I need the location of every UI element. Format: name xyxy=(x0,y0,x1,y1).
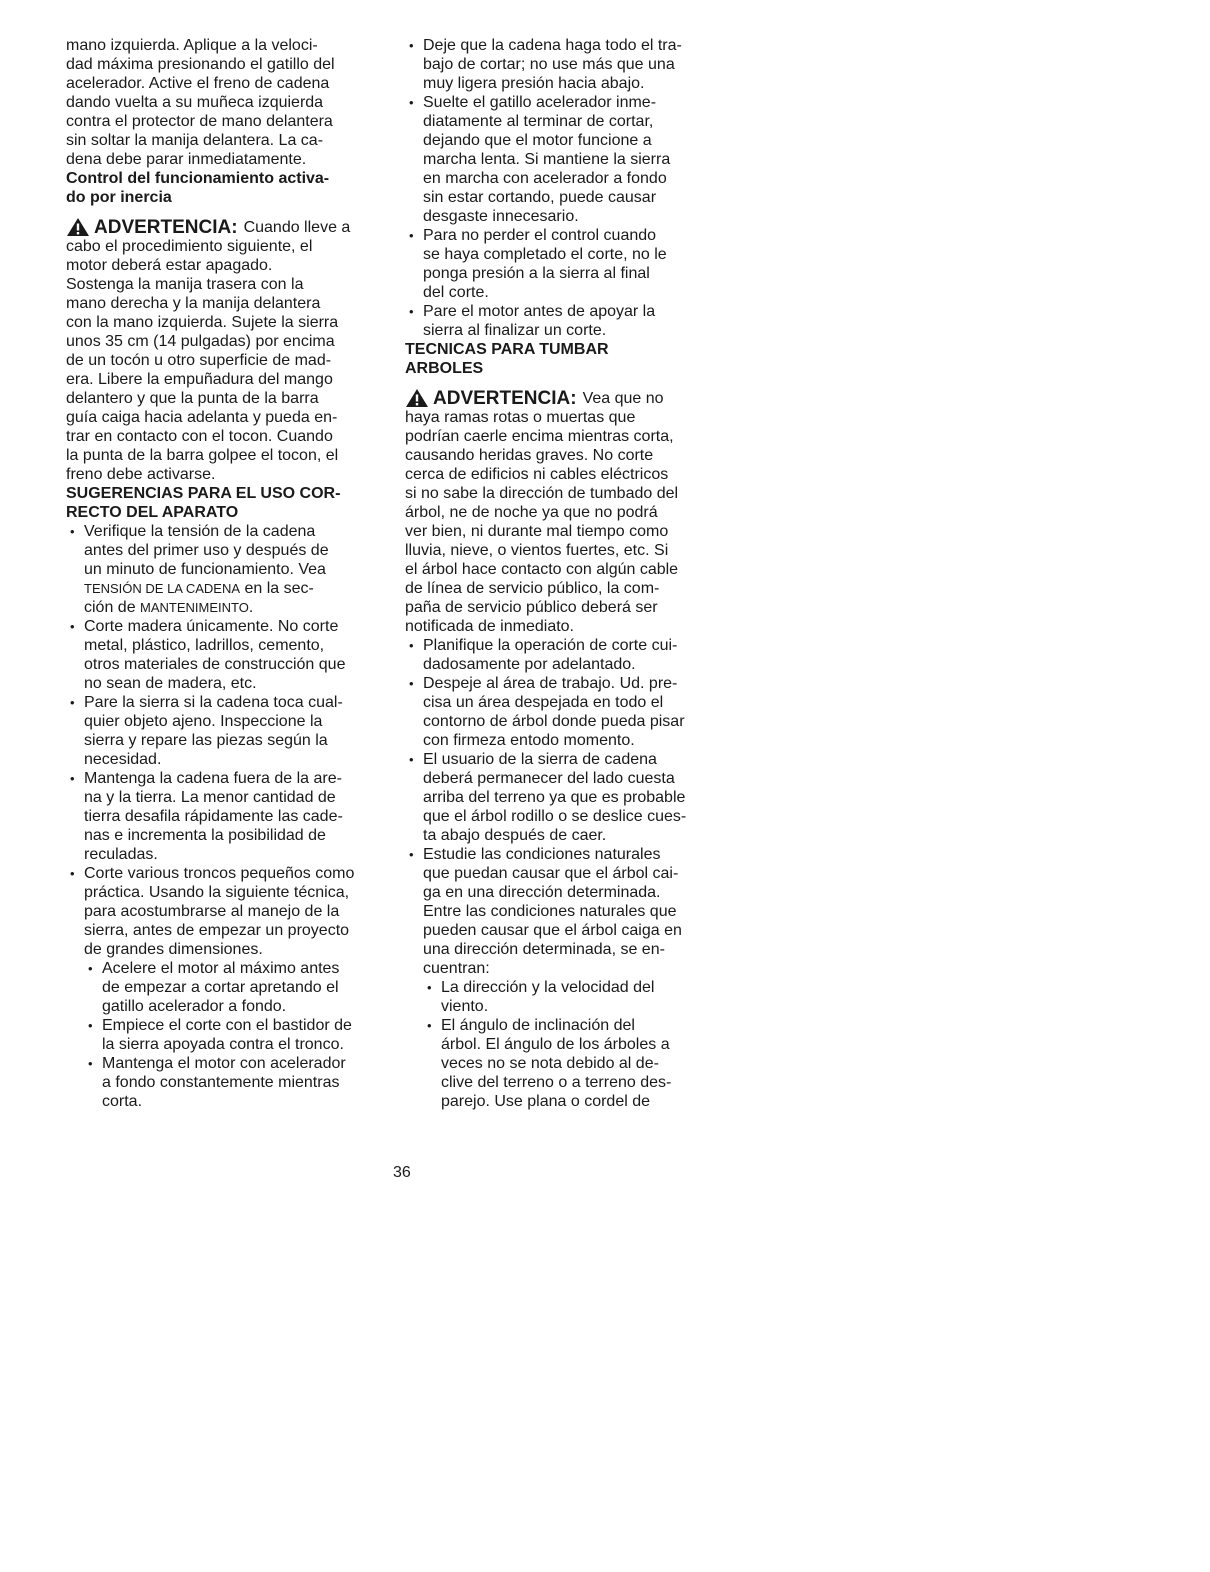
text-line: acelerador. Active el freno de cadena xyxy=(66,75,330,92)
text-line: ta abajo después de caer. xyxy=(423,827,607,844)
heading-line: SUGERENCIAS PARA EL USO COR- xyxy=(66,485,341,502)
text-line: sierra, antes de empezar un proyecto xyxy=(84,922,350,939)
text-line: de línea de servicio público, la com- xyxy=(405,580,660,597)
list-item xyxy=(405,978,725,1016)
text-line: sin soltar la manija delantera. La ca- xyxy=(66,132,324,149)
warning-icon xyxy=(66,217,90,237)
text-line xyxy=(66,598,386,617)
text-line: mano derecha y la manija delantera xyxy=(66,295,321,312)
heading-line: Control del funcionamiento activa- xyxy=(66,170,330,187)
text-line: clive del terreno o a terreno des- xyxy=(441,1074,672,1091)
list-item xyxy=(405,93,725,226)
text-line: na y la tierra. La menor cantidad de xyxy=(84,789,336,806)
list-item xyxy=(66,617,386,693)
list-item xyxy=(405,674,725,750)
text-fragment: ción de xyxy=(84,599,141,616)
text-line: del corte. xyxy=(423,284,489,301)
text-line: • Mantenga el motor con acelerador xyxy=(66,1054,386,1073)
text-line: haya ramas rotas o muertas que xyxy=(405,409,636,426)
text-line: no sean de madera, etc. xyxy=(84,675,257,692)
text-line: desgaste innecesario. xyxy=(423,208,579,225)
suggestions-list xyxy=(66,522,386,959)
text-line: sierra y repare las piezas según la xyxy=(84,732,328,749)
warning-title-row xyxy=(66,217,386,237)
text-line: contorno de árbol donde pueda pisar xyxy=(423,713,685,730)
text-line: diatamente al terminar de cortar, xyxy=(423,113,654,130)
list-item xyxy=(66,693,386,769)
list-item xyxy=(405,845,725,978)
list-item xyxy=(66,864,386,959)
warning-title: ADVERTENCIA: xyxy=(94,217,238,238)
text-line: que el árbol rodillo o se deslice cues- xyxy=(423,808,687,825)
list-item xyxy=(405,36,725,93)
text-line: arriba del terreno ya que es probable xyxy=(423,789,686,806)
text-line: de empezar a cortar apretando el xyxy=(102,979,339,996)
text-line: metal, plástico, ladrillos, cemento, xyxy=(84,637,325,654)
text-line: una dirección determinada, se en- xyxy=(423,941,665,958)
text-line: con firmeza entodo momento. xyxy=(423,732,635,749)
text-line: que puedan causar que el árbol cai- xyxy=(423,865,679,882)
text-line: freno debe activarse. xyxy=(66,466,216,483)
text-line: para acostumbrarse al manejo de la xyxy=(84,903,340,920)
text-line: cerca de edificios ni cables eléctricos xyxy=(405,466,669,483)
text-line: • Deje que la cadena haga todo el tra- xyxy=(405,36,725,55)
text-line: deberá permanecer del lado cuesta xyxy=(423,770,675,787)
heading-line: do por inercia xyxy=(66,189,172,206)
text-line: motor deberá estar apagado. xyxy=(66,257,273,274)
left-column xyxy=(66,36,386,1111)
text-line: bajo de cortar; no use más que una xyxy=(423,56,675,73)
text-line: dejando que el motor funcione a xyxy=(423,132,652,149)
text-line: en marcha con acelerador a fondo xyxy=(423,170,667,187)
technique-sub-list-continued xyxy=(405,36,725,340)
text-line: • Despeje al área de trabajo. Ud. pre- xyxy=(405,674,725,693)
conditions-sub-list xyxy=(405,978,725,1111)
text-line: de un tocón u otro superficie de mad- xyxy=(66,352,332,369)
felling-warning xyxy=(405,388,725,636)
text-line: • Para no perder el control cuando xyxy=(405,226,725,245)
text-line: muy ligera presión hacia abajo. xyxy=(423,75,645,92)
text-line: viento. xyxy=(441,998,489,1015)
text-line: ga en una dirección determinada. xyxy=(423,884,661,901)
warning-first-line: Cuando lleve a xyxy=(243,219,351,236)
warning-first-line: Vea que no xyxy=(582,390,664,407)
text-line: • Empiece el corte con el bastidor de xyxy=(66,1016,386,1035)
text-line: tierra desafila rápidamente las cade- xyxy=(84,808,343,825)
text-fragment: en la sec- xyxy=(240,580,314,597)
heading-line: RECTO DEL APARATO xyxy=(66,504,239,521)
text-line: lluvia, nieve, o vientos fuertes, etc. Si xyxy=(405,542,669,559)
text-line: a fondo constantemente mientras xyxy=(102,1074,340,1091)
text-line: pueden causar que el árbol caiga en xyxy=(423,922,682,939)
list-item xyxy=(405,636,725,674)
text-line: • Pare la sierra si la cadena toca cual- xyxy=(66,693,386,712)
text-line: ponga presión a la sierra al final xyxy=(423,265,650,282)
list-item xyxy=(66,522,386,617)
text-line: delantero y que la punta de la barra xyxy=(66,390,319,407)
text-line: mano izquierda. Aplique a la veloci- xyxy=(66,37,318,54)
text-line: • Corte various troncos pequeños como xyxy=(66,864,386,883)
heading-line: TECNICAS PARA TUMBAR xyxy=(405,341,609,358)
text-line: la punta de la barra golpee el tocon, el xyxy=(66,447,339,464)
text-line: se haya completado el corte, no le xyxy=(423,246,667,263)
text-line: corta. xyxy=(102,1093,143,1110)
text-line: nas e incrementa la posibilidad de xyxy=(84,827,326,844)
warning-title-row xyxy=(405,388,725,408)
text-line: guía caiga hacia adelanta y pueda en- xyxy=(66,409,338,426)
list-item xyxy=(66,959,386,1016)
text-line: dad máxima presionando el gatillo del xyxy=(66,56,335,73)
text-line: árbol, ne de noche ya que no podrá xyxy=(405,504,658,521)
inertia-heading xyxy=(66,169,386,207)
text-line: • Planifique la operación de corte cui- xyxy=(405,636,725,655)
text-line: parejo. Use plana o cordel de xyxy=(441,1093,651,1110)
text-line: marcha lenta. Si mantiene la sierra xyxy=(423,151,671,168)
inertia-warning xyxy=(66,217,386,484)
text-line: cisa un área despejada en todo el xyxy=(423,694,664,711)
list-item xyxy=(66,1054,386,1111)
heading-line: ARBOLES xyxy=(405,360,484,377)
text-line: podrían caerle encima mientras corta, xyxy=(405,428,674,445)
section-reference: TENSIÓN DE LA CADENA xyxy=(84,581,241,596)
text-line: el árbol hace contacto con algún cable xyxy=(405,561,679,578)
text-line: árbol. El ángulo de los árboles a xyxy=(441,1036,670,1053)
text-line: • El ángulo de inclinación del xyxy=(405,1016,725,1035)
text-line: unos 35 cm (14 pulgadas) por encima xyxy=(66,333,335,350)
intro-paragraph xyxy=(66,36,386,169)
text-line: causando heridas graves. No corte xyxy=(405,447,654,464)
text-fragment: . xyxy=(248,599,254,616)
list-item xyxy=(405,750,725,845)
list-item xyxy=(405,1016,725,1111)
text-line: antes del primer uso y después de xyxy=(84,542,329,559)
text-line: era. Libere la empuñadura del mango xyxy=(66,371,333,388)
text-line: • Pare el motor antes de apoyar la xyxy=(405,302,725,321)
text-line: • Mantenga la cadena fuera de la are- xyxy=(66,769,386,788)
text-line: • Verifique la tensión de la cadena xyxy=(66,522,386,541)
text-line: ver bien, ni durante mal tiempo como xyxy=(405,523,669,540)
list-item xyxy=(66,769,386,864)
text-line: • La dirección y la velocidad del xyxy=(405,978,725,997)
text-line: veces no se nota debido al de- xyxy=(441,1055,659,1072)
right-column xyxy=(405,36,725,1111)
felling-list xyxy=(405,636,725,978)
text-line: un minuto de funcionamiento. Vea xyxy=(84,561,326,578)
text-line: • Corte madera únicamente. No corte xyxy=(66,617,386,636)
warning-title: ADVERTENCIA: xyxy=(433,388,577,409)
text-line: trar en contacto con el tocon. Cuando xyxy=(66,428,333,445)
text-line: práctica. Usando la siguiente técnica, xyxy=(84,884,350,901)
text-line: sierra al finalizar un corte. xyxy=(423,322,607,339)
text-line: dena debe parar inmediatamente. xyxy=(66,151,307,168)
text-line: • Estudie las condiciones naturales xyxy=(405,845,725,864)
text-line: reculadas. xyxy=(84,846,158,863)
text-line: dadosamente por adelantado. xyxy=(423,656,636,673)
list-item xyxy=(66,1016,386,1054)
text-line: • Acelere el motor al máximo antes xyxy=(66,959,386,978)
text-line: gatillo acelerador a fondo. xyxy=(102,998,287,1015)
text-line: cabo el procedimiento siguiente, el xyxy=(66,238,313,255)
text-line: • El usuario de la sierra de cadena xyxy=(405,750,725,769)
text-line xyxy=(66,579,386,598)
text-line: cuentran: xyxy=(423,960,490,977)
text-line: • Suelte el gatillo acelerador inme- xyxy=(405,93,725,112)
list-item xyxy=(405,302,725,340)
suggestions-heading xyxy=(66,484,386,522)
text-line: contra el protector de mano delantera xyxy=(66,113,333,130)
text-line: otros materiales de construcción que xyxy=(84,656,346,673)
text-line: de grandes dimensiones. xyxy=(84,941,263,958)
text-line: dando vuelta a su muñeca izquierda xyxy=(66,94,324,111)
technique-sub-list xyxy=(66,959,386,1111)
text-line: sin estar cortando, puede causar xyxy=(423,189,657,206)
text-line: la sierra apoyada contra el tronco. xyxy=(102,1036,344,1053)
felling-heading xyxy=(405,340,725,378)
text-line: paña de servicio público deberá ser xyxy=(405,599,658,616)
text-line: Sostenga la manija trasera con la xyxy=(66,276,304,293)
text-line: notificada de inmediato. xyxy=(405,618,574,635)
list-item xyxy=(405,226,725,302)
section-reference: MANTENIMEINTO xyxy=(140,600,249,615)
page-number: 36 xyxy=(393,1164,411,1181)
text-line: con la mano izquierda. Sujete la sierra xyxy=(66,314,339,331)
warning-icon xyxy=(405,388,429,408)
text-line: necesidad. xyxy=(84,751,162,768)
text-line: Entre las condiciones naturales que xyxy=(423,903,677,920)
text-line: si no sabe la dirección de tumbado del xyxy=(405,485,679,502)
text-line: quier objeto ajeno. Inspeccione la xyxy=(84,713,323,730)
